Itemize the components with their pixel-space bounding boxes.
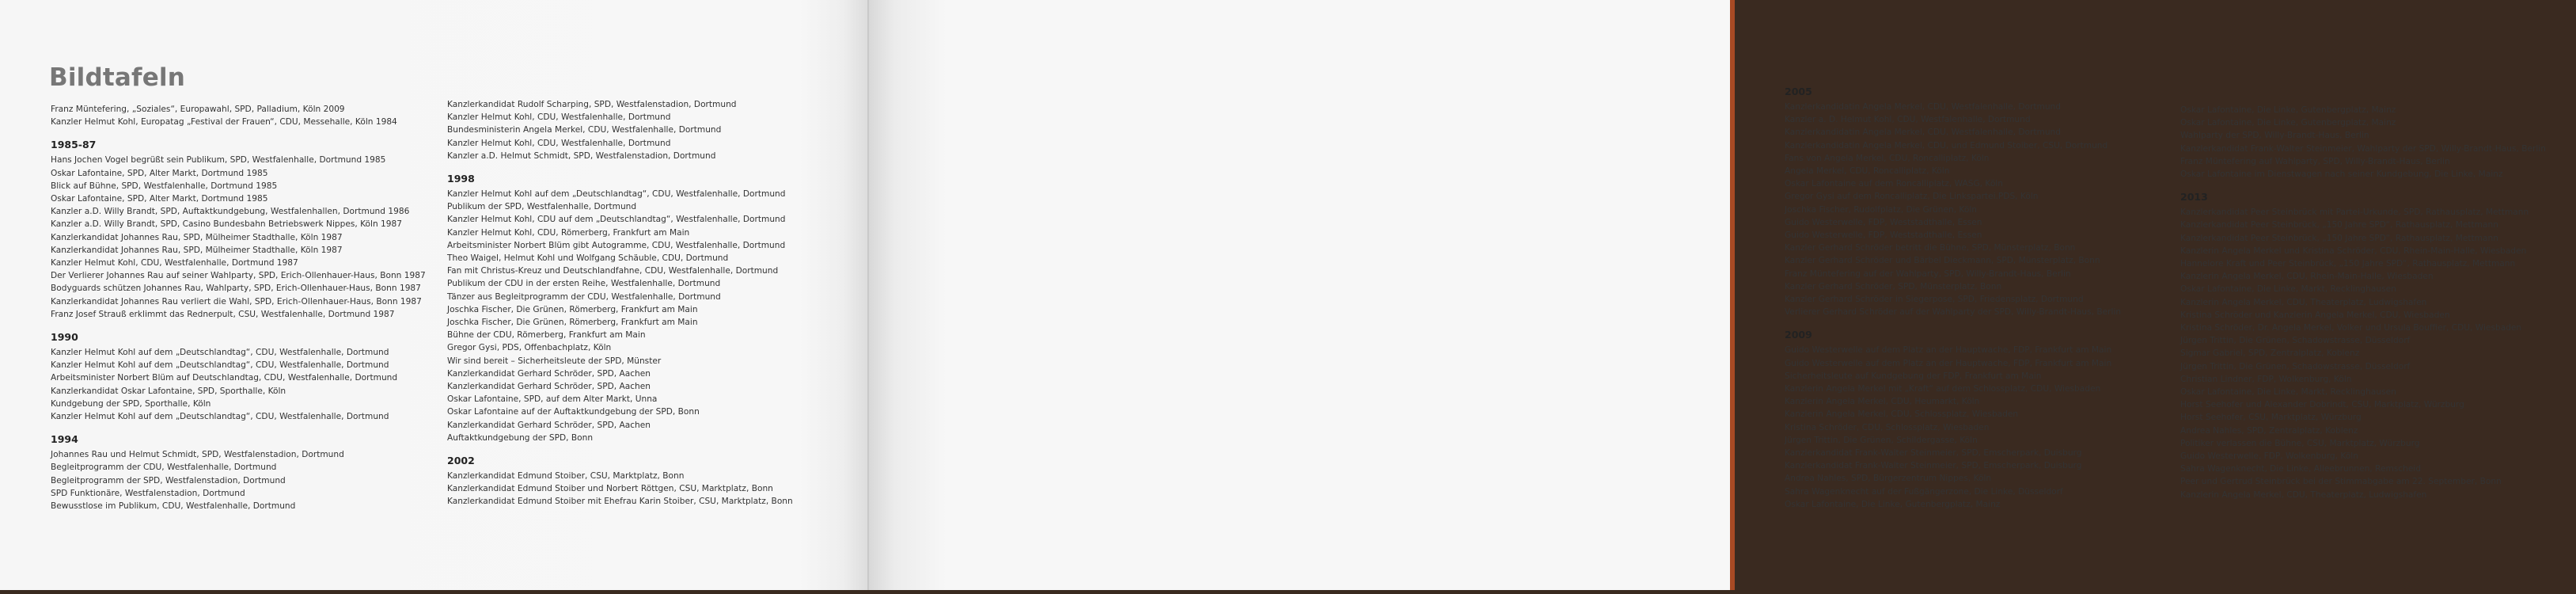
caption-entry: Kanzlerkandidat Edmund Stoiber, CSU, Marktplatz, Bonn (447, 471, 685, 482)
caption-entry: Politiker verlassen die Bühne, CSU, Marktplatz, Würzburg (2180, 438, 2420, 448)
column-4 (2180, 104, 2576, 511)
caption-list (51, 103, 431, 128)
caption-entry: Joschka Fischer, Die Grünen, Römerberg, Frankfurt am Main (447, 304, 698, 314)
caption-entry: Bewusstlose im Publikum, CDU, Westfalenhalle, Dortmund (51, 501, 296, 512)
caption-list (2180, 104, 2576, 181)
caption-entry: Kanzlerkandidat Gerhard Schröder, SPD, Aachen (447, 420, 651, 430)
year-heading: 2005 (1785, 86, 1812, 97)
caption-entry: Wahlparty der SPD, Willy-Brandt-Haus, Berlin (2180, 131, 2369, 141)
year-heading: 2002 (447, 455, 475, 467)
caption-entry: Kanzler Helmut Kohl, CDU, Westfalenhalle, Dortmund (447, 112, 671, 123)
caption-entry: Jürgen Trittin, Die Grünen, Schadowstrasse, Düsseldorf (2180, 336, 2411, 346)
caption-entry: Kanzler Helmut Kohl, CDU auf dem „Deutschlandtag“, Westfalenhalle, Dortmund (447, 215, 786, 225)
caption-section (447, 172, 843, 444)
caption-entry: Jürgen Trittin, Die Grünen, Schadowstrasse, Düsseldorf (2180, 361, 2411, 371)
caption-entry: Oskar Lafontaine auf der Auftaktkundgebung der SPD, Bonn (447, 407, 700, 417)
caption-entry: Bodyguards schützen Johannes Rau, Wahlparty, SPD, Erich-Ollenhauer-Haus, Bonn 1987 (51, 284, 421, 294)
caption-entry: Kanzlerkandidat Gerhard Schröder, SPD, Aachen (447, 382, 651, 392)
caption-entry: Kanzlerkandidat Peer Steinbrück, „150 Jahre SPD“, Rathausplatz, Mettmann (2180, 233, 2498, 243)
year-heading: 2013 (2180, 191, 2208, 204)
caption-entry: Hans Jochen Vogel begrüßt sein Publikum, SPD, Westfalenhalle, Dortmund 1985 (51, 155, 386, 166)
caption-entry: Publikum der CDU in der ersten Reihe, Westfalenhalle, Dortmund (447, 279, 721, 289)
caption-entry: Kanzler Helmut Kohl auf dem „Deutschlandtag“, CDU, Westfalenhalle, Dortmund (51, 412, 389, 422)
caption-entry: Johannes Rau und Helmut Schmidt, SPD, Westfalenstadion, Dortmund (51, 450, 344, 460)
caption-entry: Kanzlerin Angela Merkel, CDU, Theaterplatz, Ludwigshafen (2180, 489, 2427, 500)
caption-entry: Jürgen Trittin, Die Grünen, Schildergasse, Köln (1785, 435, 1978, 445)
caption-section (447, 454, 843, 508)
left-page (0, 0, 869, 590)
caption-section (1785, 85, 2172, 318)
caption-entry: Kanzlerkandidatin Angela Merkel, CDU, Westfalenhalle, Dortmund (1785, 128, 2061, 138)
caption-entry: Verlierer Gerhard Schröder auf der Wahlparty der SPD, Willy-Brandt-Haus, Berlin (1785, 307, 2122, 318)
column-3 (1785, 85, 2172, 520)
caption-entry: Oskar Lafontaine, Die Linke, Markt, Recklinghausen (2180, 387, 2396, 398)
caption-entry: Kanzlerkandidat Oskar Lafontaine, SPD, Sporthalle, Köln (51, 386, 286, 396)
caption-entry: Kristina Schröder, CDU, Schlossplatz, Wiesbaden (1785, 422, 1990, 432)
caption-entry: Begleitprogramm der CDU, Westfalenhalle, Dortmund (51, 463, 277, 473)
caption-entry: Tänzer aus Begleitprogramm der CDU, Westfalenhalle, Dortmund (447, 291, 721, 302)
caption-entry: Andrea Nahles, SPD, Zentralplatz, Koblenz (2180, 425, 2358, 436)
caption-list (1785, 344, 2172, 511)
caption-entry: SPD Funktionäre, Westfalenstadion, Dortmund (51, 488, 245, 498)
caption-entry: Kanzlerkandidat Peer Steinbrück mit Partei-Urkunde, SPD, Rathausplatz, Mettmann (2180, 208, 2529, 218)
year-heading: 1994 (51, 433, 78, 446)
caption-entry: Franz Müntefering, „Soziales“, Europawahl, SPD, Palladium, Köln 2009 (51, 105, 345, 114)
caption-entry: Kanzlerkandidat Johannes Rau verliert die Wahl, SPD, Erich-Ollenhauer-Haus, Bonn 1987 (51, 296, 422, 307)
caption-entry: Arbeitsminister Norbert Blüm auf Deutschlandtag, CDU, Westfalenhalle, Dortmund (51, 373, 398, 383)
caption-entry: Hannelore Kraft und Peer Steinbrück, „150 Jahre SPD“, Rathausplatz, Mettmann (2180, 259, 2516, 269)
caption-entry: Joschka Fischer, Rudolfplatz, Die Grünen, Köln (1785, 204, 1977, 215)
caption-entry: Guido Westerwelle auf dem Platz an der Hauptwache, FDP, Frankfurt am Main (1785, 345, 2112, 356)
caption-entry: Fans von Angela Merkel, CDU, Roncalliplatz, Köln (1785, 153, 1990, 163)
caption-entry: Kanzlerkandidat Frank-Walter Steinmeier, Wahlparty der SPD, Willy-Brandt-Haus, Berlin (2180, 143, 2546, 154)
caption-entry: Kanzler Helmut Kohl, CDU, Römerberg, Frankfurt am Main (447, 227, 690, 238)
caption-entry: Christian Lindner, FDP, Wolkenburg, Köln (2180, 374, 2352, 384)
caption-entry: Oskar Lafontaine, SPD, auf dem Alter Markt, Unna (447, 394, 658, 405)
caption-list (2180, 206, 2576, 501)
caption-entry: Kanzlerkandidat Peer Steinbrück, „150 Jahre SPD“, Rathausplatz, Mettmann (2180, 220, 2498, 230)
year-heading: 1985-87 (51, 139, 97, 151)
caption-entry: Sahra Wagenknecht, Die Linke, Alleebrunnen, Remscheid (2180, 464, 2422, 474)
caption-entry: Gregor Gysi auf dem Roncalliplatz, Die Linkspartei.PDS, Köln (1785, 192, 2039, 202)
caption-section (2180, 104, 2576, 181)
caption-entry: Kanzler Helmut Kohl auf dem „Deutschlandtag“, CDU, Westfalenhalle, Dortmund (51, 348, 389, 358)
caption-entry: Kanzlerin Angela Merkel mit „Kraft“ auf dem Schlossplatz, CDU, Wiesbaden (1785, 384, 2101, 394)
caption-list (51, 154, 431, 321)
caption-section (447, 98, 843, 162)
caption-list (51, 346, 431, 423)
caption-entry: Kanzler Gerhard Schröder, SPD, Münsterplatz, Bonn (1785, 281, 2002, 291)
caption-entry: Oskar Lafontaine, SPD, Alter Markt, Dortmund 1985 (51, 194, 268, 204)
caption-section (51, 330, 431, 423)
caption-section (51, 432, 431, 512)
caption-entry: Kristina Schröder und Kanzlerin Angela Merkel, CDU, Wiesbaden (2180, 310, 2450, 320)
caption-list (1785, 101, 2172, 318)
caption-entry: Arbeitsminister Norbert Blüm gibt Autogramme, CDU, Westfalenhalle, Dortmund (447, 240, 786, 250)
caption-entry: Bühne der CDU, Römerberg, Frankfurt am Main (447, 330, 646, 341)
caption-entry: Oskar Lafontaine im Dienstwagen nach seiner Kundgebung, Die Linke, Mainz (2180, 169, 2503, 180)
caption-entry: Kanzler Helmut Kohl, CDU, Westfalenhalle, Dortmund (447, 138, 671, 148)
caption-entry: Kanzlerkandidat Johannes Rau, SPD, Mülheimer Stadthalle, Köln 1987 (51, 232, 343, 242)
column-1 (51, 103, 431, 522)
caption-entry: Franz Josef Strauß erklimmt das Rednerpult, CSU, Westfalenhalle, Dortmund 1987 (51, 309, 395, 319)
caption-entry: Sicherheitsleute auf Kundgebung der FDP, Frankfurt am Main (1785, 371, 2042, 381)
caption-entry: Joschka Fischer, Die Grünen, Römerberg, Frankfurt am Main (447, 318, 698, 328)
year-heading: 2009 (1785, 329, 1812, 341)
caption-list (51, 448, 431, 512)
caption-entry: Kanzlerin Angela Merkel, CDU, Theaterplatz, Ludwigshafen (2180, 297, 2427, 307)
caption-entry: Oskar Lafontaine auf dem Roncalliplatz, WASG, Köln (1785, 179, 2003, 189)
caption-entry: Oskar Lafontaine, SPD, Alter Markt, Dortmund 1985 (51, 168, 268, 178)
caption-list (447, 470, 843, 508)
year-heading: 1990 (51, 331, 78, 344)
caption-entry: Gregor Gysi, PDS, Offenbachplatz, Köln (447, 343, 612, 353)
page-title: Bildtafeln (49, 63, 186, 92)
caption-entry: Kanzlerkandidat Edmund Stoiber mit Ehefrau Karin Stoiber, CSU, Marktplatz, Bonn (447, 497, 793, 507)
caption-entry: Peer und Gertrud Steinbrück bei der Stimmabgabe am 22. September, Bonn (2180, 477, 2502, 487)
caption-entry: Kanzlerin Angela Merkel, CDU, Schlossplatz, Wiesbaden (1785, 409, 2019, 420)
caption-entry: Horst Seehofer und Alexander Dobrindt, CSU, Marktplatz, Würzburg (2180, 400, 2464, 410)
caption-entry: Angela Merkel, CDU, Roncalliplatz, Köln (1785, 166, 1950, 177)
caption-entry: Kanzler Gerhard Schröder und Bärbel Dieckmann, SPD, Münsterplatz, Bonn (1785, 256, 2100, 266)
caption-entry: Kanzlerkandidat Edmund Stoiber und Norbert Röttgen, CSU, Marktplatz, Bonn (447, 484, 773, 494)
caption-list (447, 188, 843, 444)
caption-entry: Sahra Wagenknecht auf der Fußgängerzone, Die Linke, Düsseldorf (1785, 486, 2063, 497)
caption-entry: Auftaktkundgebung der SPD, Bonn (447, 432, 594, 443)
caption-entry: Guido Westerwelle, FDP, Wolkenburg, Köln (2180, 451, 2358, 462)
caption-entry: Kanzlerkandidatin Angela Merkel, CDU, und Edmund Stoiber, CSU, Dortmund (1785, 140, 2108, 150)
caption-entry: Guido Westerwelle, FDP, Weststadthalle, Essen (1785, 217, 1982, 227)
caption-entry: Kanzler a.D. Willy Brandt, SPD, Auftaktkundgebung, Westfalenhallen, Dortmund 1986 (51, 207, 410, 217)
caption-entry: Kanzlerkandidat Frank-Walter Steinmeier, SPD, Emscherpark, Duisburg (1785, 461, 2082, 471)
caption-entry: Kanzlerkandidat Frank-Walter Steinmeier, SPD, Emscherpark, Duisburg (1785, 448, 2082, 459)
caption-entry: Guido Westerwelle auf dem Platz an der Hauptwache, FDP, Frankfurt am Main (1785, 358, 2112, 368)
caption-list (447, 98, 843, 162)
caption-entry: Kanzlerkandidat Gerhard Schröder, SPD, Aachen (447, 368, 651, 379)
caption-entry: Franz Müntefering auf der Wahlparty, SPD, Willy-Brandt-Haus, Berlin (1785, 268, 2071, 279)
caption-entry: Kanzlerin Angela Merkel, CDU, Rhein-Main-Halle, Wiesbaden (2180, 272, 2434, 282)
caption-entry: Kundgebung der SPD, Sporthalle, Köln (51, 398, 211, 409)
column-2 (447, 98, 843, 518)
caption-entry: Andrea Nahles, SPD, Bürgerzentrum Nippes, Köln (1785, 474, 1992, 484)
caption-section (51, 138, 431, 321)
caption-entry: Kanzlerin Angela Merkel und Kristina Schröder, CDU, Rhein-Main-Halle, Wiesbaden (2180, 246, 2527, 256)
right-page (869, 0, 2546, 590)
caption-entry: Kristina Schröder, Dr. Angela Merkel, Volker und Ursula Bouffier, CDU, Wiesbaden (2180, 323, 2522, 333)
caption-entry: Publikum der SPD, Westfalenhalle, Dortmund (447, 202, 637, 212)
caption-entry: Kanzler Helmut Kohl auf dem „Deutschlandtag“, CDU, Westfalenhalle, Dortmund (447, 189, 786, 200)
caption-entry: Franz Müntefering auf Wahlparty, SPD, Willy-Brandt-Haus, Berlin (2180, 156, 2450, 166)
caption-entry: Fan mit Christus-Kreuz und Deutschlandfahne, CDU, Westfalenhalle, Dortmund (447, 266, 779, 276)
caption-entry: Blick auf Bühne, SPD, Westfalenhalle, Dortmund 1985 (51, 181, 278, 191)
caption-section (1785, 328, 2172, 511)
caption-entry: Kanzler Helmut Kohl, Europatag „Festival der Frauen“, CDU, Messehalle, Köln 1984 (51, 117, 397, 128)
caption-entry: Kanzlerkandidat Rudolf Scharping, SPD, Westfalenstadion, Dortmund (447, 100, 737, 109)
year-heading: 1998 (447, 173, 475, 185)
caption-entry: Kanzlerkandidat Johannes Rau, SPD, Mülheimer Stadthalle, Köln 1987 (51, 245, 343, 255)
caption-entry: Kanzler a. D. Helmut Kohl, CDU, Westfalenhalle, Dortmund (1785, 115, 2031, 125)
caption-entry: Kanzler a.D. Willy Brandt, SPD, Casino Bundesbahn Betriebswerk Nippes, Köln 1987 (51, 219, 403, 230)
caption-section (2180, 190, 2576, 501)
caption-entry: Horst Seehofer, CSU, Marktplatz, Würzburg (2180, 413, 2362, 423)
caption-entry: Kanzler Gerhard Schröder in Siegerpose, SPD, Friedensplatz, Dortmund (1785, 295, 2084, 305)
caption-entry: Sigmar Gabriel, SPD, Zentralplatz, Koblenz (2180, 348, 2360, 359)
caption-entry: Bundesministerin Angela Merkel, CDU, Westfalenhalle, Dortmund (447, 125, 722, 135)
caption-entry: Guido Westerwelle, FDP, Weststadthalle, Essen (1785, 230, 1982, 241)
caption-entry: Oskar Lafontaine, Die Linke, Gutenbergplatz, Mainz (2180, 118, 2396, 128)
caption-entry: Oskar Lafontaine, Die Linke, Gutenbergplatz, Mainz (2180, 105, 2396, 115)
caption-entry: Theo Waigel, Helmut Kohl und Wolfgang Schäuble, CDU, Dortmund (447, 253, 729, 264)
caption-entry: Kanzler Helmut Kohl, CDU, Westfalenhalle, Dortmund 1987 (51, 258, 298, 268)
caption-entry: Kanzler Helmut Kohl auf dem „Deutschlandtag“, CDU, Westfalenhalle, Dortmund (51, 360, 389, 371)
caption-entry: Wir sind bereit – Sicherheitsleute der SPD, Münster (447, 356, 662, 366)
caption-entry: Der Verlierer Johannes Rau auf seiner Wahlparty, SPD, Erich-Ollenhauer-Haus, Bonn 1987 (51, 271, 426, 281)
caption-entry: Kanzler Gerhard Schröder betritt die Bühne, SPD, Münsterplatz, Bonn (1785, 243, 2076, 253)
caption-entry: Kanzlerkandidatin Angela Merkel, CDU, Westfalenhalle, Dortmund (1785, 102, 2061, 112)
caption-entry: Begleitprogramm der SPD, Westfalenstadion, Dortmund (51, 475, 286, 485)
caption-entry: Kanzlerin Angela Merkel, CDU, Heumarkt, Köln (1785, 397, 1980, 407)
caption-entry: Kanzler a.D. Helmut Schmidt, SPD, Westfalenstadion, Dortmund (447, 150, 716, 161)
caption-section (51, 103, 431, 128)
caption-entry: Oskar Lafontaine, Die Linke, Gutenbergplatz, Mainz (1785, 499, 2001, 509)
caption-entry: Oskar Lafontaine, Die Linke, Markt, Recklinghausen (2180, 284, 2396, 295)
